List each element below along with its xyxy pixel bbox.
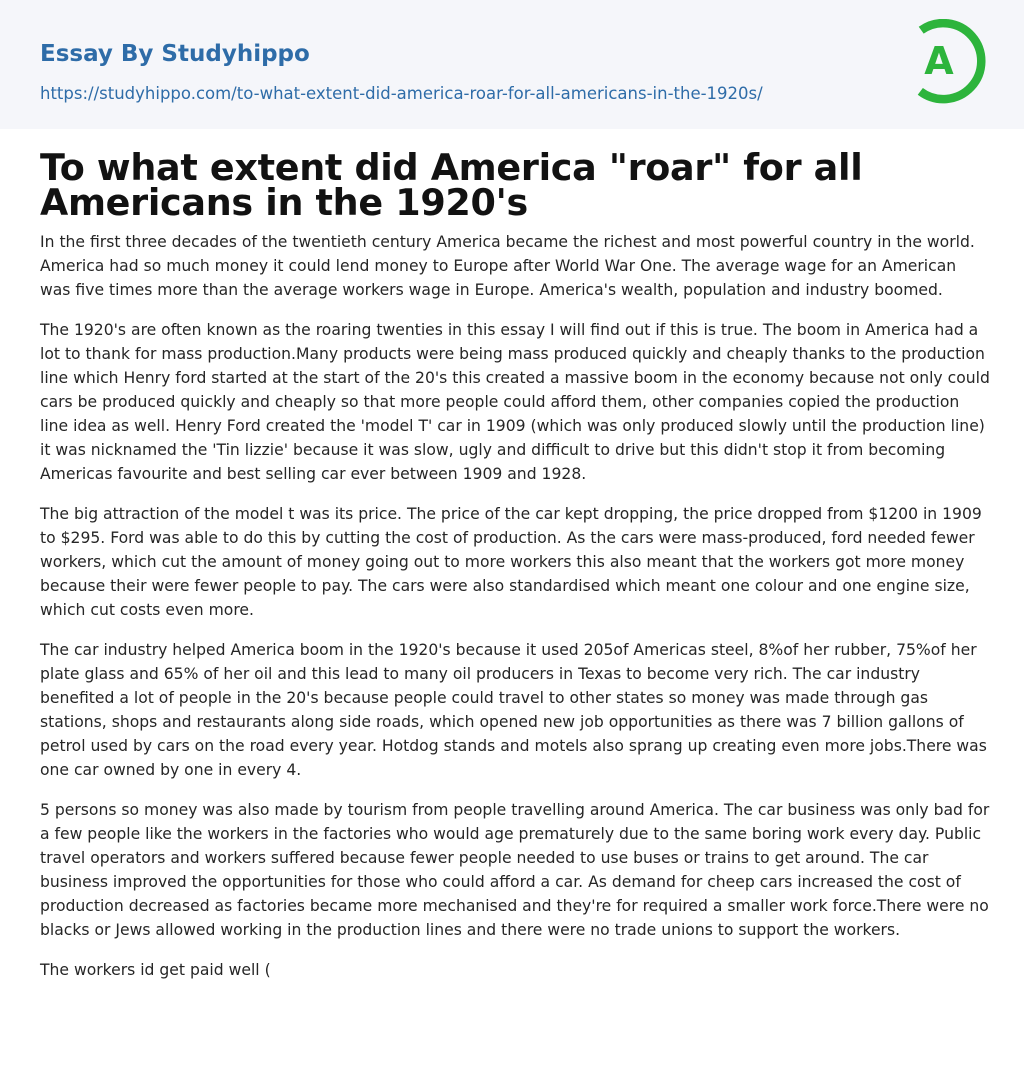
- essay-body: [40, 230, 990, 998]
- site-header: [0, 0, 1024, 129]
- studyhippo-logo-icon[interactable]: [913, 19, 987, 105]
- essay-title: To what extent did America "roar" for all Americans in the 1920's: [40, 146, 863, 224]
- essay-paragraph: In the first three decades of the twentieth century America became the richest and most powerful country in the world. America had so much money it could lend money to Europe after World War One. The average wage for an American was five times more than the average workers wage in Europe. America's wealth, population and industry boomed.: [40, 233, 975, 299]
- essay-url-link[interactable]: https://studyhippo.com/to-what-extent-did-america-roar-for-all-americans-in-the-1920s/: [40, 84, 763, 103]
- essay-paragraph: The workers id get paid well (: [40, 961, 271, 979]
- site-brand[interactable]: Essay By Studyhippo: [40, 41, 310, 67]
- essay-paragraph: The big attraction of the model t was its price. The price of the car kept dropping, the price dropped from $1200 in 1909 to $295. Ford was able to do this by cutting the cost of production. As the cars were mass-produced, ford needed fewer workers, which cut the amount of money going out to more workers this also meant that the workers got more money because their were fewer people to pay. The cars were also standardised which meant one colour and one engine size, which cut costs even more.: [40, 505, 982, 619]
- essay-paragraph: The 1920's are often known as the roaring twenties in this essay I will find out if this is true. The boom in America had a lot to thank for mass production.Many products were being mass produced quickly and cheaply thanks to the production line which Henry ford started at the start of the 20's this created a massive boom in the economy because not only could cars be produced quickly and cheaply so that more people could afford them, other companies copied the production line idea as well. Henry Ford created the 'model T' car in 1909 (which was only produced slowly until the production line) it was nicknamed the 'Tin lizzie' because it was slow, ugly and difficult to drive but this didn't stop it from becoming Americas favourite and best selling car ever between 1909 and 1928.: [40, 321, 990, 483]
- essay-paragraph: The car industry helped America boom in the 1920's because it used 205of Americas steel, 8%of her rubber, 75%of her plate glass and 65% of her oil and this lead to many oil producers in Texas to become very rich. The car industry benefited a lot of people in the 20's because people could travel to other states so money was made through gas stations, shops and restaurants along side roads, which opened new job opportunities as there was 7 billion gallons of petrol used by cars on the road every year. Hotdog stands and motels also sprang up creating even more jobs.There was one car owned by one in every 4.: [40, 641, 987, 779]
- essay-paragraph: 5 persons so money was also made by tourism from people travelling around America. The car business was only bad for a few people like the workers in the factories who would age prematurely due to the same boring work every day. Public travel operators and workers suffered because fewer people needed to use buses or trains to get around. The car business improved the opportunities for those who could afford a car. As demand for cheep cars increased the cost of production decreased as factories became more mechanised and they're for required a smaller work force.There were no blacks or Jews allowed working in the production lines and there were no trade unions to support the workers.: [40, 801, 990, 939]
- logo-letter: A: [924, 39, 954, 83]
